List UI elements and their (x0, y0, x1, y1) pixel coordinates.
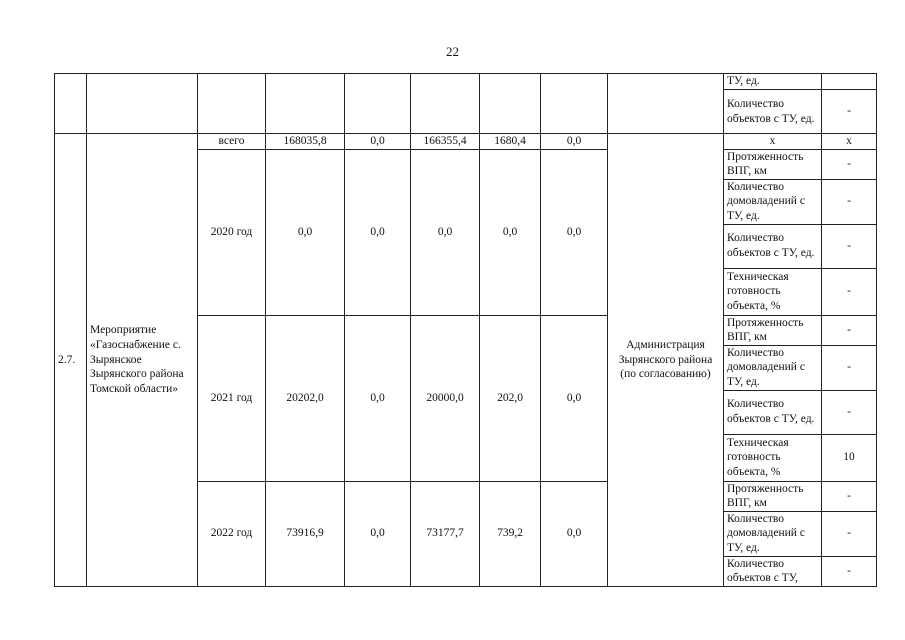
indicator-value: - (822, 149, 877, 179)
indicator-value (822, 74, 877, 90)
item-number: 2.7. (55, 134, 87, 587)
amount-cell: 20202,0 (266, 315, 345, 481)
indicator-value: - (822, 481, 877, 511)
empty-cell (266, 74, 345, 134)
amount-cell: 20000,0 (411, 315, 480, 481)
indicator-name: Количество домовладений с ТУ, ед. (724, 179, 822, 224)
indicator-name: Количество объектов с ТУ, ед. (724, 90, 822, 134)
indicator-value: - (822, 315, 877, 345)
amount-cell: 0,0 (345, 481, 411, 586)
item-name: Мероприятие «Газоснабжение с. Зырянское Зырянского района Томской области» (87, 134, 198, 587)
amount-cell: 0,0 (345, 149, 411, 315)
amount-cell: 0,0 (541, 315, 608, 481)
indicator-name: Количество объектов с ТУ, ед. (724, 224, 822, 268)
empty-cell (198, 74, 266, 134)
amount-cell: 0,0 (541, 134, 608, 150)
indicator-name: Техническая готовность объекта, % (724, 268, 822, 315)
indicator-value: - (822, 390, 877, 434)
indicator-name: Количество домовладений с ТУ, ед. (724, 345, 822, 390)
period-label: всего (198, 134, 266, 150)
empty-cell (345, 74, 411, 134)
amount-cell: 0,0 (541, 481, 608, 586)
amount-cell: 202,0 (480, 315, 541, 481)
indicator-name: х (724, 134, 822, 150)
amount-cell: 0,0 (541, 149, 608, 315)
indicator-value: 10 (822, 434, 877, 481)
program-table (54, 73, 877, 587)
amount-cell: 73916,9 (266, 481, 345, 586)
indicator-name: Протяженность ВПГ, км (724, 315, 822, 345)
amount-cell: 73177,7 (411, 481, 480, 586)
indicator-value: х (822, 134, 877, 150)
empty-cell (55, 74, 87, 134)
empty-cell (541, 74, 608, 134)
amount-cell: 168035,8 (266, 134, 345, 150)
empty-cell (87, 74, 198, 134)
executor: Администрация Зырянского района (по согласованию) (608, 134, 724, 587)
amount-cell: 0,0 (345, 315, 411, 481)
empty-cell (480, 74, 541, 134)
amount-cell: 1680,4 (480, 134, 541, 150)
amount-cell: 0,0 (480, 149, 541, 315)
indicator-name: Протяженность ВПГ, км (724, 481, 822, 511)
page-number: 22 (446, 44, 459, 59)
table-row (55, 74, 877, 90)
amount-cell: 739,2 (480, 481, 541, 586)
indicator-name: ТУ, ед. (724, 74, 822, 90)
indicator-name: Количество домовладений с ТУ, ед. (724, 511, 822, 556)
period-label: 2020 год (198, 149, 266, 315)
indicator-value: - (822, 511, 877, 556)
empty-cell (411, 74, 480, 134)
indicator-name: Количество объектов с ТУ, (724, 556, 822, 586)
amount-cell: 0,0 (411, 149, 480, 315)
indicator-name: Техническая готовность объекта, % (724, 434, 822, 481)
indicator-name: Количество объектов с ТУ, ед. (724, 390, 822, 434)
indicator-value: - (822, 224, 877, 268)
indicator-value: - (822, 345, 877, 390)
indicator-value: - (822, 90, 877, 134)
amount-cell: 0,0 (345, 134, 411, 150)
empty-cell (608, 74, 724, 134)
amount-cell: 0,0 (266, 149, 345, 315)
period-label: 2021 год (198, 315, 266, 481)
period-label: 2022 год (198, 481, 266, 586)
table-row-total (55, 134, 877, 150)
indicator-value: - (822, 179, 877, 224)
amount-cell: 166355,4 (411, 134, 480, 150)
indicator-value: - (822, 556, 877, 586)
indicator-value: - (822, 268, 877, 315)
indicator-name: Протяженность ВПГ, км (724, 149, 822, 179)
